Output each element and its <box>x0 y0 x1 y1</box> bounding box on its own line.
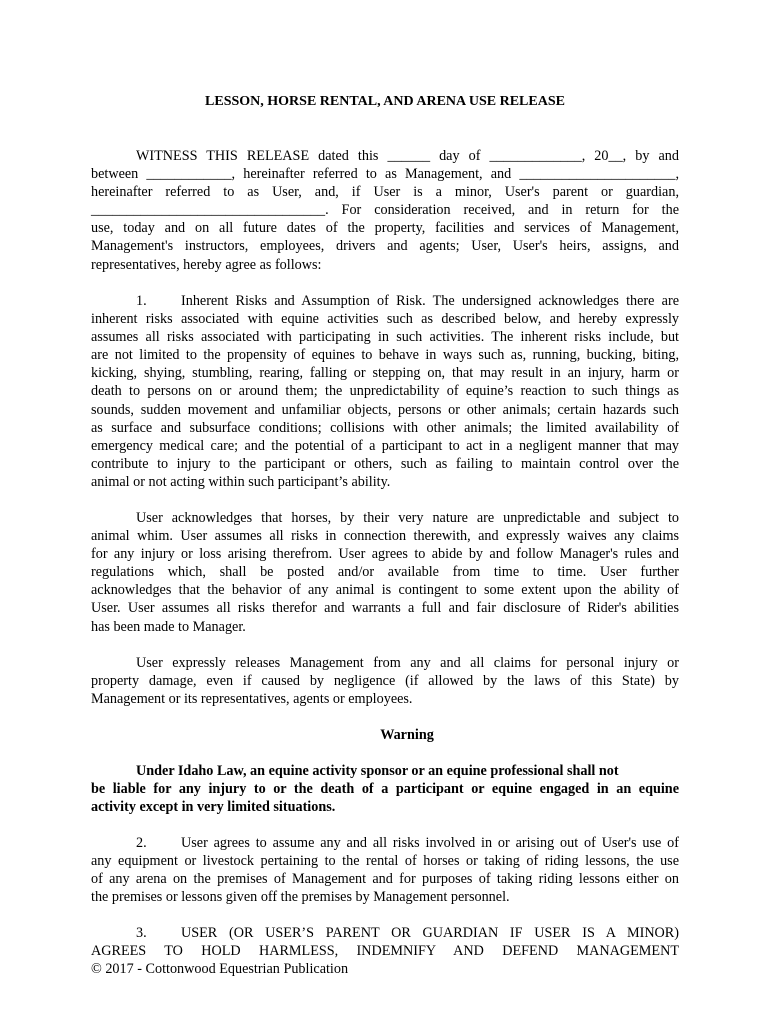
item-1-paragraph <box>91 292 679 491</box>
item-line: are not limited to the propensity of equines to behave in ways such as, running, bucking, biting, <box>91 347 679 364</box>
intro-line: _________________________________. For consideration received, and in return for the <box>91 202 679 219</box>
para-line: acknowledges that the behavior of any animal is contingent to some extent upon the ability of <box>91 582 679 599</box>
document-title: LESSON, HORSE RENTAL, AND ARENA USE RELEASE <box>205 94 565 109</box>
intro-line: use, today and on all future dates of the property, facilities and services of Management, <box>91 220 679 237</box>
item-3-number: 3. <box>136 925 147 941</box>
warning-text <box>91 762 679 816</box>
item-line: AGREES TO HOLD HARMLESS, INDEMNIFY AND DEFEND MANAGEMENT <box>91 943 679 960</box>
intro-line: WITNESS THIS RELEASE dated this ______ day of _____________, 20__, by and <box>136 148 679 164</box>
item-line: sounds, sudden movement and unfamiliar objects, persons or other animals; certain hazards such <box>91 401 679 418</box>
intro-line: representatives, hereby agree as follows: <box>91 256 322 273</box>
item-line: User agrees to assume any and all risks involved in or arising out of User's use of <box>181 835 679 851</box>
warning-line: be liable for any injury to or the death of a participant or equine engaged in an equine <box>91 781 679 798</box>
para-line: User expressly releases Management from any and all claims for personal injury or <box>136 655 679 671</box>
item-2-paragraph <box>91 834 679 906</box>
warning-line: activity except in very limited situations. <box>91 799 336 816</box>
para-line: User. User assumes all risks therefor and warrants a full and fair disclosure of Rider's abilities <box>91 600 679 617</box>
item-3-first-line <box>91 924 679 942</box>
item-line: USER (OR USER’S PARENT OR GUARDIAN IF USER IS A MINOR) <box>181 925 679 941</box>
intro-line: between ____________, hereinafter referred to as Management, and ______________________, <box>91 166 679 183</box>
para-line: Management or its representatives, agents or employees. <box>91 691 413 708</box>
release-paragraph <box>91 654 679 708</box>
user-acknowledges-paragraph <box>91 509 679 636</box>
item-1-number: 1. <box>136 293 147 309</box>
intro-line: hereinafter referred to as User, and, if User is a minor, User's parent or guardian, <box>91 184 679 201</box>
item-line: as surface and subsurface conditions; collisions with other animals; the limited availability of <box>91 419 679 436</box>
item-line: contribute to injury to the participant or others, such as failing to maintain control over the <box>91 455 679 472</box>
item-1-first-line <box>91 292 679 310</box>
intro-line: Management's instructors, employees, drivers and agents; User, User's heirs, assigns, and <box>91 238 679 255</box>
warning-heading: Warning <box>380 727 434 743</box>
item-line: death to persons on or around them; the unpredictability of equine’s reaction to such things as <box>91 383 679 400</box>
item-line: any equipment or livestock pertaining to the rental of horses or taking of riding lessons, the use <box>91 853 679 870</box>
item-line: animal or not acting within such participant’s ability. <box>91 473 391 490</box>
item-2-number: 2. <box>136 835 147 851</box>
item-line: Inherent Risks and Assumption of Risk. The undersigned acknowledges there are <box>181 293 679 309</box>
item-line: the premises or lessons given off the premises by Management personnel. <box>91 889 510 906</box>
para-line: animal whim. User assumes all risks in connection therewith, and expressly waives any claims <box>91 528 679 545</box>
item-2-first-line <box>91 834 679 852</box>
para-line: property damage, even if caused by negligence (if allowed by the laws of this State) by <box>91 673 679 690</box>
item-line: inherent risks associated with equine activities such as described below, and hereby expressly <box>91 311 679 328</box>
warning-line: Under Idaho Law, an equine activity sponsor or an equine professional shall not <box>136 763 619 779</box>
item-line: emergency medical care; and the potential of a participant to act in a negligent manner that may <box>91 437 679 454</box>
para-line: User acknowledges that horses, by their very nature are unpredictable and subject to <box>136 510 679 526</box>
copyright-footer: © 2017 - Cottonwood Equestrian Publication <box>91 961 349 977</box>
item-3-paragraph <box>91 924 679 960</box>
para-line: regulations which, shall be posted and/or available from time to time. User further <box>91 564 679 581</box>
item-line: assumes all risks associated with participating in such activities. The inherent risks include, but <box>91 329 679 346</box>
item-line: of any arena on the premises of Management and for purposes of taking riding lessons either on <box>91 871 679 888</box>
para-line: for any injury or loss arising therefrom. User agrees to abide by and follow Manager's rules and <box>91 546 679 563</box>
para-line: has been made to Manager. <box>91 618 246 635</box>
item-line: kicking, shying, stumbling, rearing, falling or stepping on, that may result in an injury, harm or <box>91 365 679 382</box>
intro-paragraph <box>91 147 679 274</box>
